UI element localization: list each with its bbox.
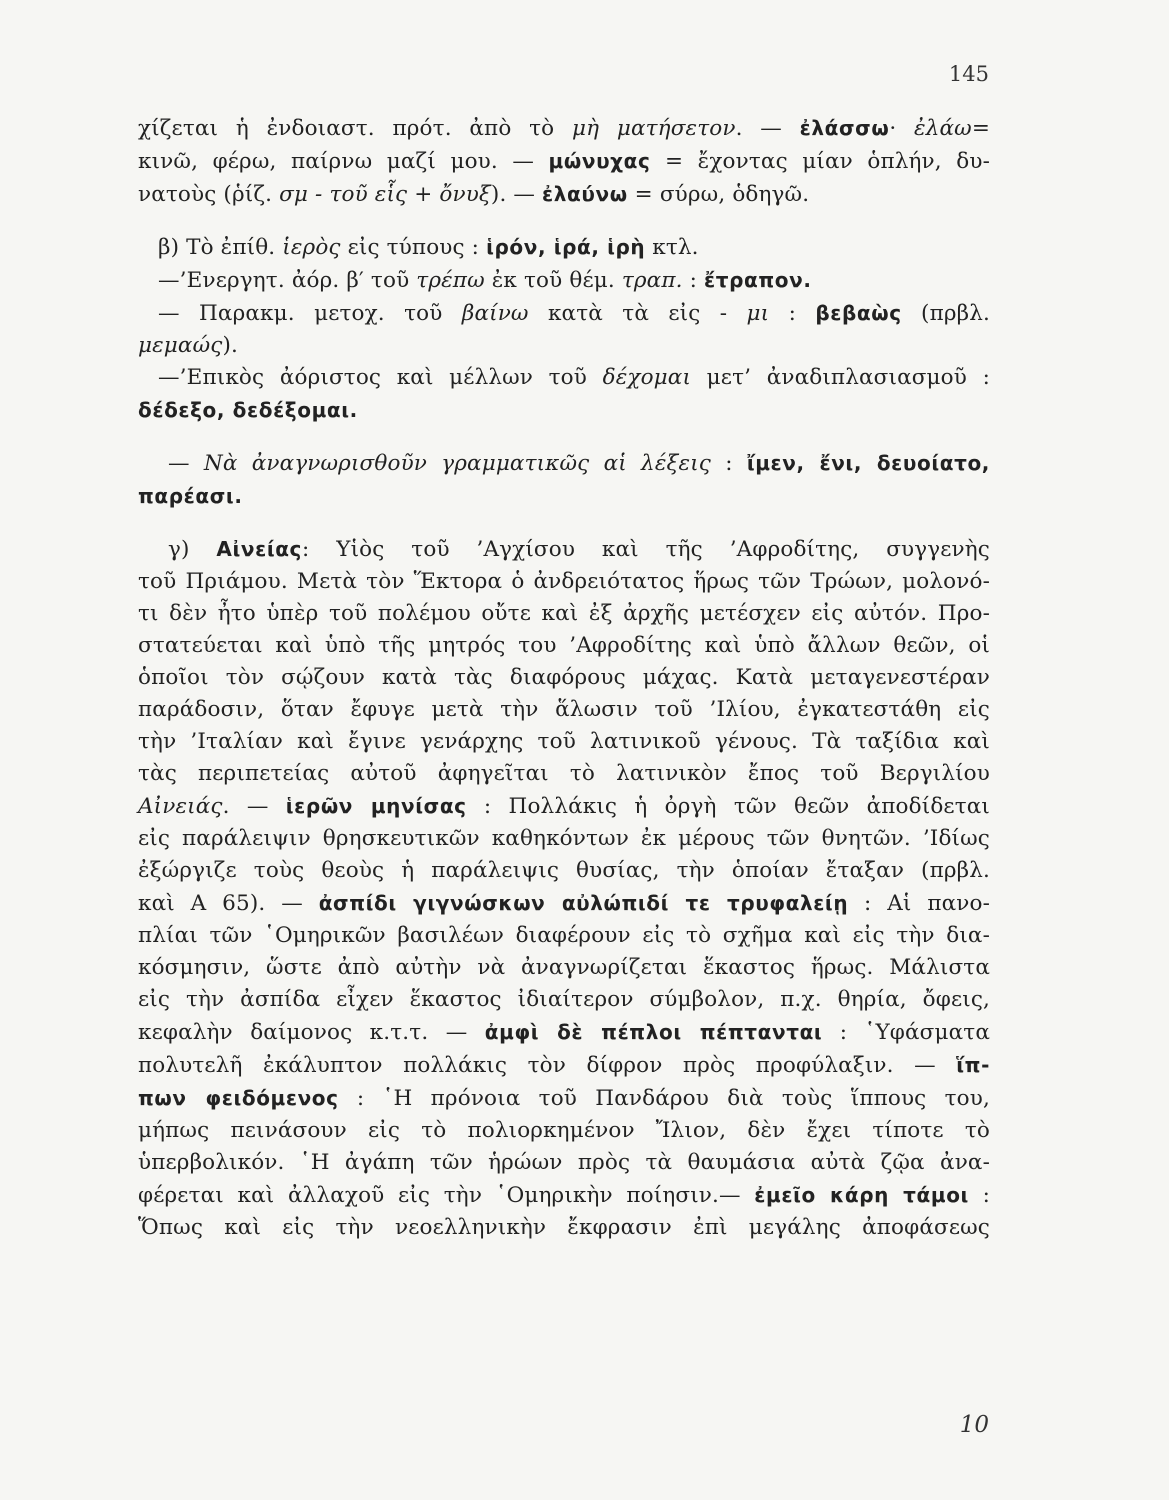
text-line: —’Επικὸς ἀόριστος καὶ μέλλων τοῦ δέχομαι μετ’ ἀναδιπλασιασμοῦ :	[158, 365, 990, 390]
text-line: φέρεται καὶ ἀλλαχοῦ εἰς τὴν ῾Ομηρικὴν ποίησιν.— ἐμεῖο κάρη τάμοι :	[138, 1183, 990, 1208]
text-line: — Παρακμ. μετοχ. τοῦ βαίνω κατὰ τὰ εἰς - μι : βεβαὼς (πρβλ.	[158, 301, 990, 326]
bold-term: ἴμεν, ἔνι, δευοίατο,	[746, 451, 990, 475]
bold-term: ἐλαύνω	[542, 182, 628, 206]
text-line: στατεύεται καὶ ὑπὸ τῆς μητρός του ’Αφροδίτης καὶ ὑπὸ ἄλλων θεῶν, οἱ	[138, 633, 990, 658]
italic-term: μὴ ματήσετον	[571, 116, 736, 141]
text-line: Ὅπως καὶ εἰς τὴν νεοελληνικὴν ἔκφρασιν ἐπὶ μεγάλης ἀποφάσεως	[138, 1215, 990, 1240]
text-line: μήπως πεινάσουν εἰς τὸ πολιορκημένον Ἴλιον, δὲν ἔχει τίποτε τὸ	[138, 1118, 990, 1143]
text-line: πων φειδόμενος : ῾Η πρόνοια τοῦ Πανδάρου διὰ τοὺς ἵππους του,	[138, 1086, 990, 1111]
text-line: καὶ Α 65). — ἀσπίδι γιγνώσκων αὐλώπιδί τε τρυφαλείῃ : Αἱ πανο-	[138, 891, 991, 916]
bold-term: Αἰνείας	[216, 537, 303, 561]
text-line: κόσμησιν, ὥστε ἀπὸ αὐτὴν νὰ ἀναγνωρίζεται ἕκαστος ἥρως. Μάλιστα	[138, 955, 990, 980]
bold-term: δέδεξο, δεδέξομαι.	[138, 398, 358, 422]
bold-term: μώνυχας	[548, 149, 651, 173]
italic-term: σμ - τοῦ εἷς + ὄνυξ	[279, 182, 491, 207]
text-line: τὴν ’Ιταλίαν καὶ ἔγινε γενάρχης τοῦ λατινικοῦ γένους. Τὰ ταξίδια καὶ	[138, 729, 990, 754]
text-line: —’Ενεργητ. ἀόρ. β′ τοῦ τρέπω ἐκ τοῦ θέμ. τραπ. : ἔτραπον.	[158, 268, 812, 293]
italic-term: ἐλάω	[914, 116, 972, 141]
bold-term: πων φειδόμενος	[138, 1086, 339, 1110]
text-line: κεφαλὴν δαίμονος κ.τ.τ. — ἀμφὶ δὲ πέπλοι πέπτανται : ῾Υφάσματα	[138, 1020, 991, 1045]
text-line: χίζεται ἡ ἐνδοιαστ. πρότ. ἀπὸ τὸ μὴ ματήσετον. — ἐλάσσω· ἐλάω=	[138, 116, 991, 141]
text-line: Αἰνειάς. — ἱερῶν μηνίσας : Πολλάκις ἡ ὀργὴ τῶν θεῶν ἀποδίδεται	[138, 794, 990, 819]
text-line: ὑπερβολικόν. ῾Η ἀγάπη τῶν ἡρώων πρὸς τὰ θαυμάσια αὐτὰ ζῷα ἀνα-	[138, 1150, 990, 1175]
text-line	[138, 480, 990, 513]
bold-term: ἀσπίδι γιγνώσκων αὐλώπιδί τε τρυφαλείῃ	[318, 891, 849, 915]
text-line: β) Τὸ ἐπίθ. ἱερὸς εἰς τύπους : ἱρόν, ἱρά, ἱρὴ κτλ.	[158, 235, 699, 260]
bold-term: ἔτραπον.	[703, 268, 812, 292]
text-line: τοῦ Πριάμου. Μετὰ τὸν Ἕκτορα ὁ ἀνδρειότατος ἥρως τῶν Τρώων, μολονό-	[138, 569, 990, 594]
signature-mark: 10	[959, 1412, 989, 1438]
bold-term: ἵπ-	[956, 1053, 990, 1077]
italic-term: ἱερὸς	[282, 235, 341, 260]
page-body	[138, 112, 990, 1244]
text-line	[138, 394, 990, 427]
italic-term: Αἰνειάς	[138, 794, 223, 819]
text-line: κινῶ, φέρω, παίρνω μαζί μου. — μώνυχας = ἔχοντας μίαν ὁπλήν, δυ-	[138, 149, 990, 174]
text-line: μεμαώς).	[138, 333, 239, 358]
italic-term: τρέπω	[416, 268, 485, 293]
bold-term: ἐλάσσω	[799, 116, 890, 140]
bold-term: ἀμφὶ δὲ πέπλοι πέπτανται	[484, 1020, 823, 1044]
text-line: τὰς περιπετείας αὐτοῦ ἀφηγεῖται τὸ λατινικὸν ἔπος τοῦ Βεργιλίου	[138, 761, 990, 786]
text-line: εἰς τὴν ἀσπίδα εἶχεν ἕκαστος ἰδιαίτερον σύμβολον, π.χ. θηρία, ὄφεις,	[138, 987, 990, 1012]
text-line: πολυτελῆ ἐκάλυπτον πολλάκις τὸν δίφρον πρὸς προφύλαξιν. — ἵπ-	[138, 1053, 990, 1078]
text-line: παράδοσιν, ὅταν ἔφυγε μετὰ τὴν ἅλωσιν τοῦ ’Ιλίου, ἐγκατεστάθη εἰς	[138, 697, 990, 722]
bold-term: παρέασι.	[138, 484, 243, 508]
page-number: 145	[948, 62, 989, 86]
text-line: γ) Αἰνείας: Υἱὸς τοῦ ’Αγχίσου καὶ τῆς ’Αφροδίτης, συγγενὴς	[168, 537, 990, 562]
bold-term: βεβαὼς	[815, 301, 902, 325]
text-line: εἰς παράλειψιν θρησκευτικῶν καθηκόντων ἐκ μέρους τῶν θνητῶν. ’Ιδίως	[138, 826, 990, 851]
text-line: τι δὲν ἦτο ὑπὲρ τοῦ πολέμου οὔτε καὶ ἐξ ἀρχῆς μετέσχεν εἰς αὐτόν. Προ-	[138, 601, 990, 626]
italic-term: τραπ.	[621, 268, 683, 293]
text-line: — Νὰ ἀναγνωρισθοῦν γραμματικῶς αἱ λέξεις : ἴμεν, ἔνι, δευοίατο,	[168, 451, 990, 476]
bold-term: ἐμεῖο κάρη τάμοι	[754, 1183, 969, 1207]
bold-term: ἱρόν, ἱρά, ἱρὴ	[486, 235, 646, 259]
text-line: νατοὺς (ῥίζ. σμ - τοῦ εἷς + ὄνυξ). — ἐλαύνω = σύρω, ὁδηγῶ.	[138, 182, 810, 207]
italic-term: βαίνω	[461, 301, 529, 326]
italic-term: Νὰ ἀναγνωρισθοῦν γραμματικῶς αἱ λέξεις	[203, 451, 711, 476]
text-line: ἐξώργιζε τοὺς θεοὺς ἡ παράλειψις θυσίας, τὴν ὁποίαν ἔταξαν (πρβλ.	[138, 858, 990, 883]
italic-term: δέχομαι	[602, 365, 692, 390]
italic-term: μι	[746, 301, 770, 326]
text-line: πλίαι τῶν ῾Ομηρικῶν βασιλέων διαφέρουν εἰς τὸ σχῆμα καὶ εἰς τὴν δια-	[138, 923, 990, 948]
text-line: ὁποῖοι τὸν σῴζουν κατὰ τὰς διαφόρους μάχας. Κατὰ μεταγενεστέραν	[138, 665, 990, 690]
italic-term: μεμαώς	[138, 333, 223, 358]
bold-term: ἱερῶν μηνίσας	[285, 794, 467, 818]
